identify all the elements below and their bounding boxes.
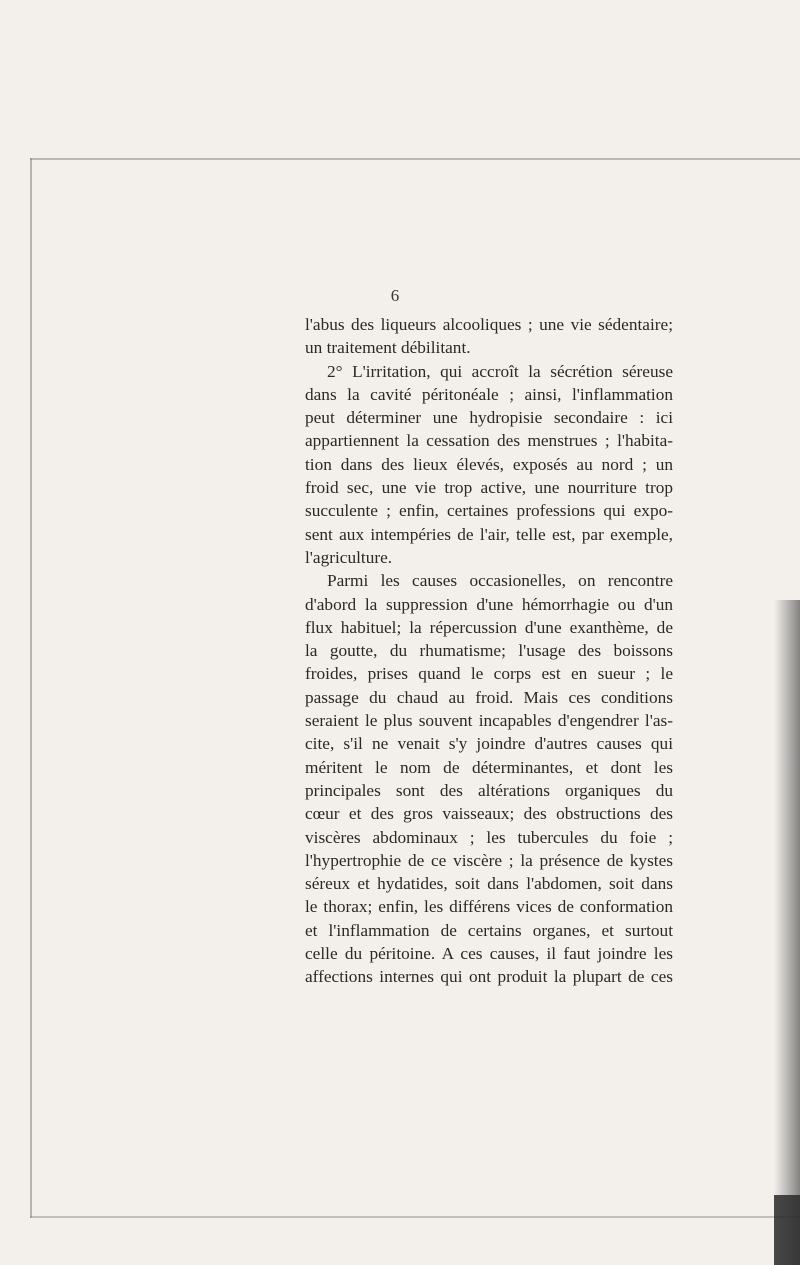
text-line: sent aux intempéries de l'air, telle est, par exemple, [305, 524, 673, 544]
text-line: affections internes qui ont produit la plupart de ces [305, 967, 673, 987]
text-line: celle du péritoine. A ces causes, il faut joindre les [305, 944, 673, 964]
text-line: l'agriculture. [305, 547, 393, 567]
text-line: froid sec, une vie trop active, une nourriture trop [305, 478, 673, 498]
text-line: flux habituel; la répercussion d'une exanthème, de [305, 617, 673, 637]
text-line: passage du chaud au froid. Mais ces conditions [305, 687, 673, 707]
text-line: et l'inflammation de certains organes, et surtout [305, 920, 673, 940]
text-line: le thorax; enfin, les différens vices de conformation [305, 897, 673, 917]
text-line: méritent le nom de déterminantes, et dont les [305, 757, 673, 777]
text-line: un traitement débilitant. [305, 338, 471, 358]
page-corner [774, 1195, 800, 1265]
text-line: cite, s'il ne venait s'y joindre d'autres causes qui [305, 734, 673, 754]
page-edge-left [30, 158, 32, 1218]
text-line: séreux et hydatides, soit dans l'abdomen, soit dans [305, 874, 673, 894]
text-line: dans la cavité péritonéale ; ainsi, l'inflammation [305, 384, 673, 404]
text-line: appartiennent la cessation des menstrues ; l'habita- [305, 431, 673, 451]
page-edge-bottom [30, 1216, 800, 1218]
text-line: l'hypertrophie de ce viscère ; la présence de kystes [305, 850, 673, 870]
text-line: Parmi les causes occasionelles, on rencontre [327, 571, 673, 591]
text-line: d'abord la suppression d'une hémorrhagie ou d'un [305, 594, 673, 614]
text-line: succulente ; enfin, certaines professions qui expo- [305, 501, 673, 521]
text-line: principales sont des altérations organiques du [305, 780, 673, 800]
text-line: 2° L'irritation, qui accroît la sécrétion séreuse [327, 361, 673, 381]
text-line: l'abus des liqueurs alcooliques ; une vie sédentaire; [305, 315, 673, 334]
text-body [305, 313, 673, 989]
text-line: cœur et des gros vaisseaux; des obstructions des [305, 804, 673, 824]
text-line: la goutte, du rhumatisme; l'usage des boissons [305, 641, 673, 661]
page-number: 6 [390, 286, 400, 305]
page-shadow-right [774, 600, 800, 1265]
text-line: viscères abdominaux ; les tubercules du foie ; [305, 827, 673, 847]
text-line: tion dans des lieux élevés, exposés au nord ; un [305, 454, 673, 474]
page-edge-top [30, 158, 800, 160]
text-line: peut déterminer une hydropisie secondaire : ici [305, 408, 673, 428]
text-line: froides, prises quand le corps est en sueur ; le [305, 664, 673, 684]
text-line: seraient le plus souvent incapables d'engendrer l'as- [305, 711, 673, 731]
